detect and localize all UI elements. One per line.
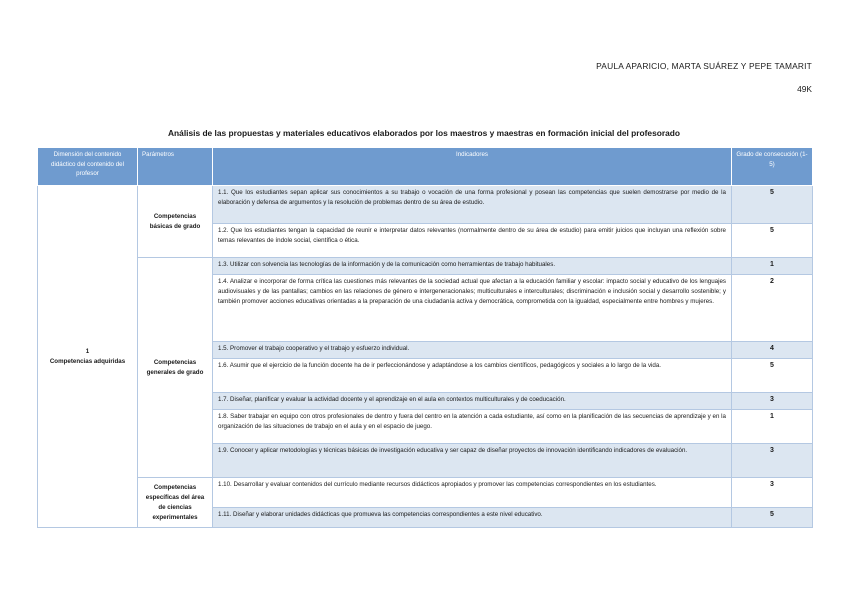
page-number: 49K — [797, 84, 812, 94]
table-row — [38, 186, 813, 224]
running-header-authors: PAULA APARICIO, MARTA SUÁREZ Y PEPE TAMARIT — [596, 61, 812, 71]
table-title: Análisis de las propuestas y materiales educativos elaborados por los maestros y maestras en formación inicial del profesorado — [168, 128, 680, 138]
indicator-text: 1.9. Conocer y aplicar metodologías y técnicas básicas de investigación educativa y ser capaz de diseñar proyectos de innovación identificando indicadores de evaluación. — [213, 444, 732, 478]
parameter-group-especificas: Competencias específicas del área de ciencias experimentales — [138, 478, 213, 528]
indicator-text: 1.6. Asumir que el ejercicio de la función docente ha de ir perfeccionándose y adaptándose a los cambios científicos, pedagógicos y sociales a lo largo de la vida. — [213, 359, 732, 393]
grade-value: 4 — [732, 342, 813, 359]
grade-value: 3 — [732, 478, 813, 508]
indicator-text: 1.1. Que los estudiantes sepan aplicar sus conocimientos a su trabajo o vocación de una forma profesional y posean las competencias que suelen demostrarse por medio de la elaboración y defensa de argumentos y la resolución de problemas dentro de su área de estudio. — [213, 186, 732, 224]
indicator-text: 1.2. Que los estudiantes tengan la capacidad de reunir e interpretar datos relevantes (normalmente dentro de su área de estudio) para emitir juicios que incluyan una reflexión sobre temas relevantes de índole social, científica o ética. — [213, 224, 732, 258]
parameter-group-generales: Competencias generales de grado — [138, 258, 213, 478]
grade-value: 2 — [732, 275, 813, 342]
indicator-text: 1.3. Utilizar con solvencia las tecnologías de la información y de la comunicación como herramientas de trabajo habituales. — [213, 258, 732, 275]
dimension-label: Competencias adquiridas — [49, 357, 126, 365]
grade-value: 5 — [732, 508, 813, 528]
column-header-parametros: Parámetros — [138, 148, 213, 186]
grade-value: 5 — [732, 186, 813, 224]
column-header-grado: Grado de consecución (1-5) — [732, 148, 813, 186]
indicator-text: 1.11. Diseñar y elaborar unidades didácticas que promueva las competencias correspondientes a este nivel educativo. — [213, 508, 732, 528]
indicator-text: 1.10. Desarrollar y evaluar contenidos del currículo mediante recursos didácticos apropiados y promover las competencias correspondientes en los estudiantes. — [213, 478, 732, 508]
column-header-indicadores: Indicadores — [213, 148, 732, 186]
column-header-dimension: Dimensión del contenido didáctico del contenido del profesor — [38, 148, 138, 186]
indicator-text: 1.8. Saber trabajar en equipo con otros profesionales de dentro y fuera del centro en la atención a cada estudiante, así como en la planificación de las secuencias de aprendizaje y en la organización de las situaciones de trabajo en el aula y en el espacio de juego. — [213, 410, 732, 444]
indicator-text: 1.5. Promover el trabajo cooperativo y el trabajo y esfuerzo individual. — [213, 342, 732, 359]
indicator-text: 1.7. Diseñar, planificar y evaluar la actividad docente y el aprendizaje en el aula en contextos multiculturales y de coeducación. — [213, 393, 732, 410]
table-header-row — [38, 148, 813, 186]
grade-value: 5 — [732, 224, 813, 258]
grade-value: 1 — [732, 410, 813, 444]
indicator-text: 1.4. Analizar e incorporar de forma crítica las cuestiones más relevantes de la sociedad actual que afectan a la educación familiar y escolar: impacto social y educativo de los lenguajes audiovisuales y de las pantallas; cambios en las relaciones de género e intergeneracionales; multiculturales e interculturales; discriminación e inclusión social y desarrollo sostenible; y también promover acciones educativas orientadas a la preparación de una ciudadanía activa y democrática, comprometida con la igualdad, especialmente entre hombres y mujeres. — [213, 275, 732, 342]
dimension-number: 1 — [85, 347, 90, 355]
grade-value: 3 — [732, 393, 813, 410]
indicators-table — [37, 147, 813, 528]
table-row — [38, 478, 813, 508]
parameter-group-basicas: Competencias básicas de grado — [138, 186, 213, 258]
dimension-cell — [38, 186, 138, 528]
grade-value: 3 — [732, 444, 813, 478]
grade-value: 1 — [732, 258, 813, 275]
table-row — [38, 258, 813, 275]
grade-value: 5 — [732, 359, 813, 393]
